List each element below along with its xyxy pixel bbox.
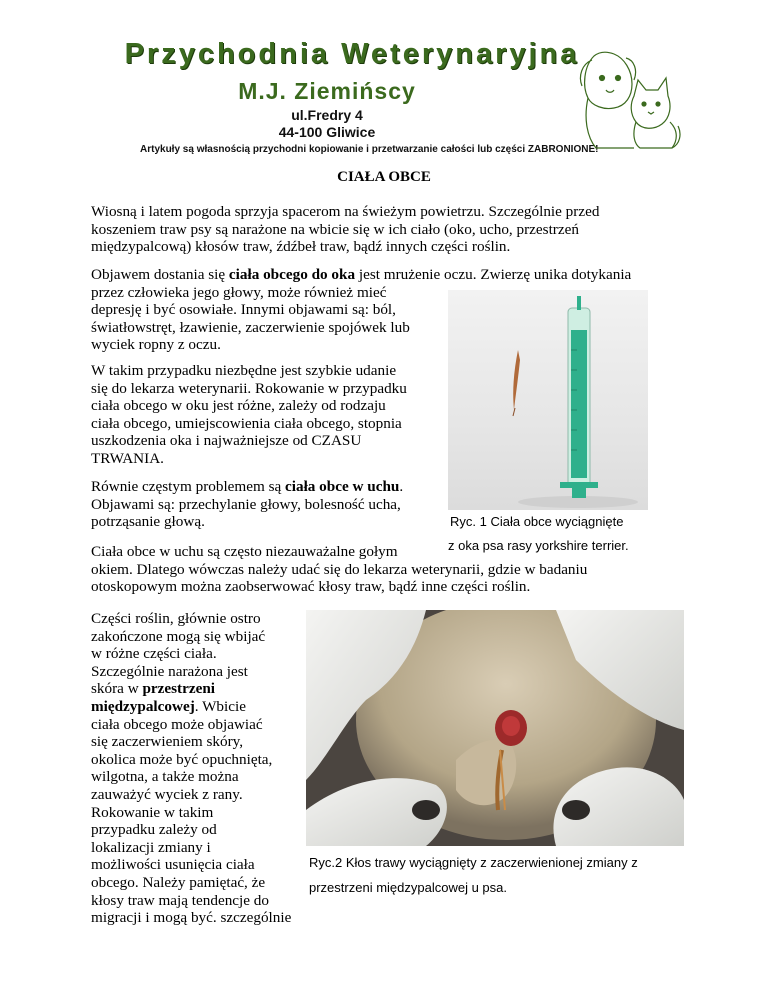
text-line: depresję i być osowiałe. Innymi objawami są: ból, xyxy=(91,301,396,319)
text-line: Ciała obce w uchu są często niezauważalne gołym xyxy=(91,543,398,560)
text-line: uszkodzenia oka i najważniejsze od CZASU xyxy=(91,432,362,450)
text-line: Objawami są: przechylanie głowy, bolesność ucha, xyxy=(91,495,401,513)
text-line: W takim przypadku niezbędne jest szybkie udanie xyxy=(91,362,397,379)
text-line: wilgotna, a także można xyxy=(91,768,239,786)
text-line: potrząsanie głową. xyxy=(91,513,205,531)
text-line: kłosy traw mają tendencje do xyxy=(91,891,269,909)
text-line: skóra w przestrzeni xyxy=(91,680,215,698)
plants-paragraph xyxy=(91,610,311,927)
text-line: światłowstręt, łzawienie, zaczerwienie spojówek lub xyxy=(91,318,410,336)
text-line: zakończone mogą się wbijać xyxy=(91,627,266,645)
text-line: międzypalcowej. Wbicie xyxy=(91,697,246,715)
text-line: koszeniem traw psy są narażone na wbicie się w ich ciało (oko, ucho, przestrzeń xyxy=(91,220,579,238)
figure-2-caption-line2: przestrzeni międzypalcowej u psa. xyxy=(309,880,507,895)
text-line: ciała obcego może objawiać xyxy=(91,715,263,733)
clinic-city: 44-100 Gliwice xyxy=(278,124,376,140)
text-line: wyciek ropny z oczu. xyxy=(91,336,221,354)
text-line: międzypalcową) kłosów traw, źdźbeł traw, bądź innych części roślin. xyxy=(91,238,511,256)
text-line: w różne części ciała. xyxy=(91,645,217,663)
text-line: Szczególnie narażona jest xyxy=(91,662,248,680)
text-line: obcego. Należy pamiętać, że xyxy=(91,873,266,891)
figure-2-caption-line1: Ryc.2 Kłos trawy wyciągnięty z zaczerwienionej zmiany z xyxy=(309,855,638,870)
dog-cat-logo-icon xyxy=(574,36,684,154)
clinic-owners: M.J. Ziemińscy xyxy=(238,78,416,104)
clinic-banner xyxy=(92,36,680,164)
text-line: ciała obcego w oku jest różne, zależy od rodzaju xyxy=(91,397,386,415)
treatment-paragraph xyxy=(91,362,407,468)
text-line: przez człowieka jego głowy, może również mieć xyxy=(91,283,387,301)
text-line: migracji i mogą być. szczególnie xyxy=(91,909,292,927)
figure-1-caption-line1: Ryc. 1 Ciała obce wyciągnięte xyxy=(450,514,624,529)
ear-paragraph xyxy=(91,478,403,531)
text-line: się do lekarza weterynarii. Rokowanie w przypadku xyxy=(91,379,407,397)
text-line: TRWANIA. xyxy=(91,449,164,467)
text-line: Objawem dostania się ciała obcego do oka jest mrużenie oczu. Zwierzę unika dotykania xyxy=(91,266,632,283)
text-line: Części roślin, głównie ostro xyxy=(91,610,261,627)
text-line: okolica może być opuchnięta, xyxy=(91,750,273,768)
text-line: się zaczerwieniem skóry, xyxy=(91,733,244,751)
clinic-name: Przychodnia Weterynaryjna xyxy=(124,38,580,70)
text-line: okiem. Dlatego wówczas należy udać się do lekarza weterynarii, gdzie w badaniu xyxy=(91,560,588,578)
intro-paragraph xyxy=(91,203,599,256)
text-line: ciała obcego, umiejscowienia ciała obcego, stopnia xyxy=(91,414,402,432)
paw-photo xyxy=(306,610,684,846)
syringe-photo xyxy=(448,290,648,510)
article-title: CIAŁA OBCE xyxy=(337,169,431,185)
figure-1-caption-line2: z oka psa rasy yorkshire terrier. xyxy=(448,538,629,553)
text-line: otoskopowym można zaobserwować kłosy traw, bądź inne części roślin. xyxy=(91,578,531,596)
text-line: Wiosną i latem pogoda sprzyja spacerom na świeżym powietrzu. Szczególnie przed xyxy=(91,203,600,220)
text-line: Równie częstym problemem są ciała obce w uchu. xyxy=(91,478,404,495)
text-line: Rokowanie w takim xyxy=(91,803,214,821)
copyright-note: Artykuły są własnością przychodni kopiowanie i przetwarzanie całości lub części ZABRONIONE! xyxy=(140,144,599,155)
text-line: lokalizacji zmiany i xyxy=(91,838,211,856)
text-line: przypadku zależy od xyxy=(91,821,217,839)
text-line: zauważyć wyciek z rany. xyxy=(91,785,243,803)
clinic-street: ul.Fredry 4 xyxy=(291,107,363,123)
text-line: możliwości usunięcia ciała xyxy=(91,856,255,874)
